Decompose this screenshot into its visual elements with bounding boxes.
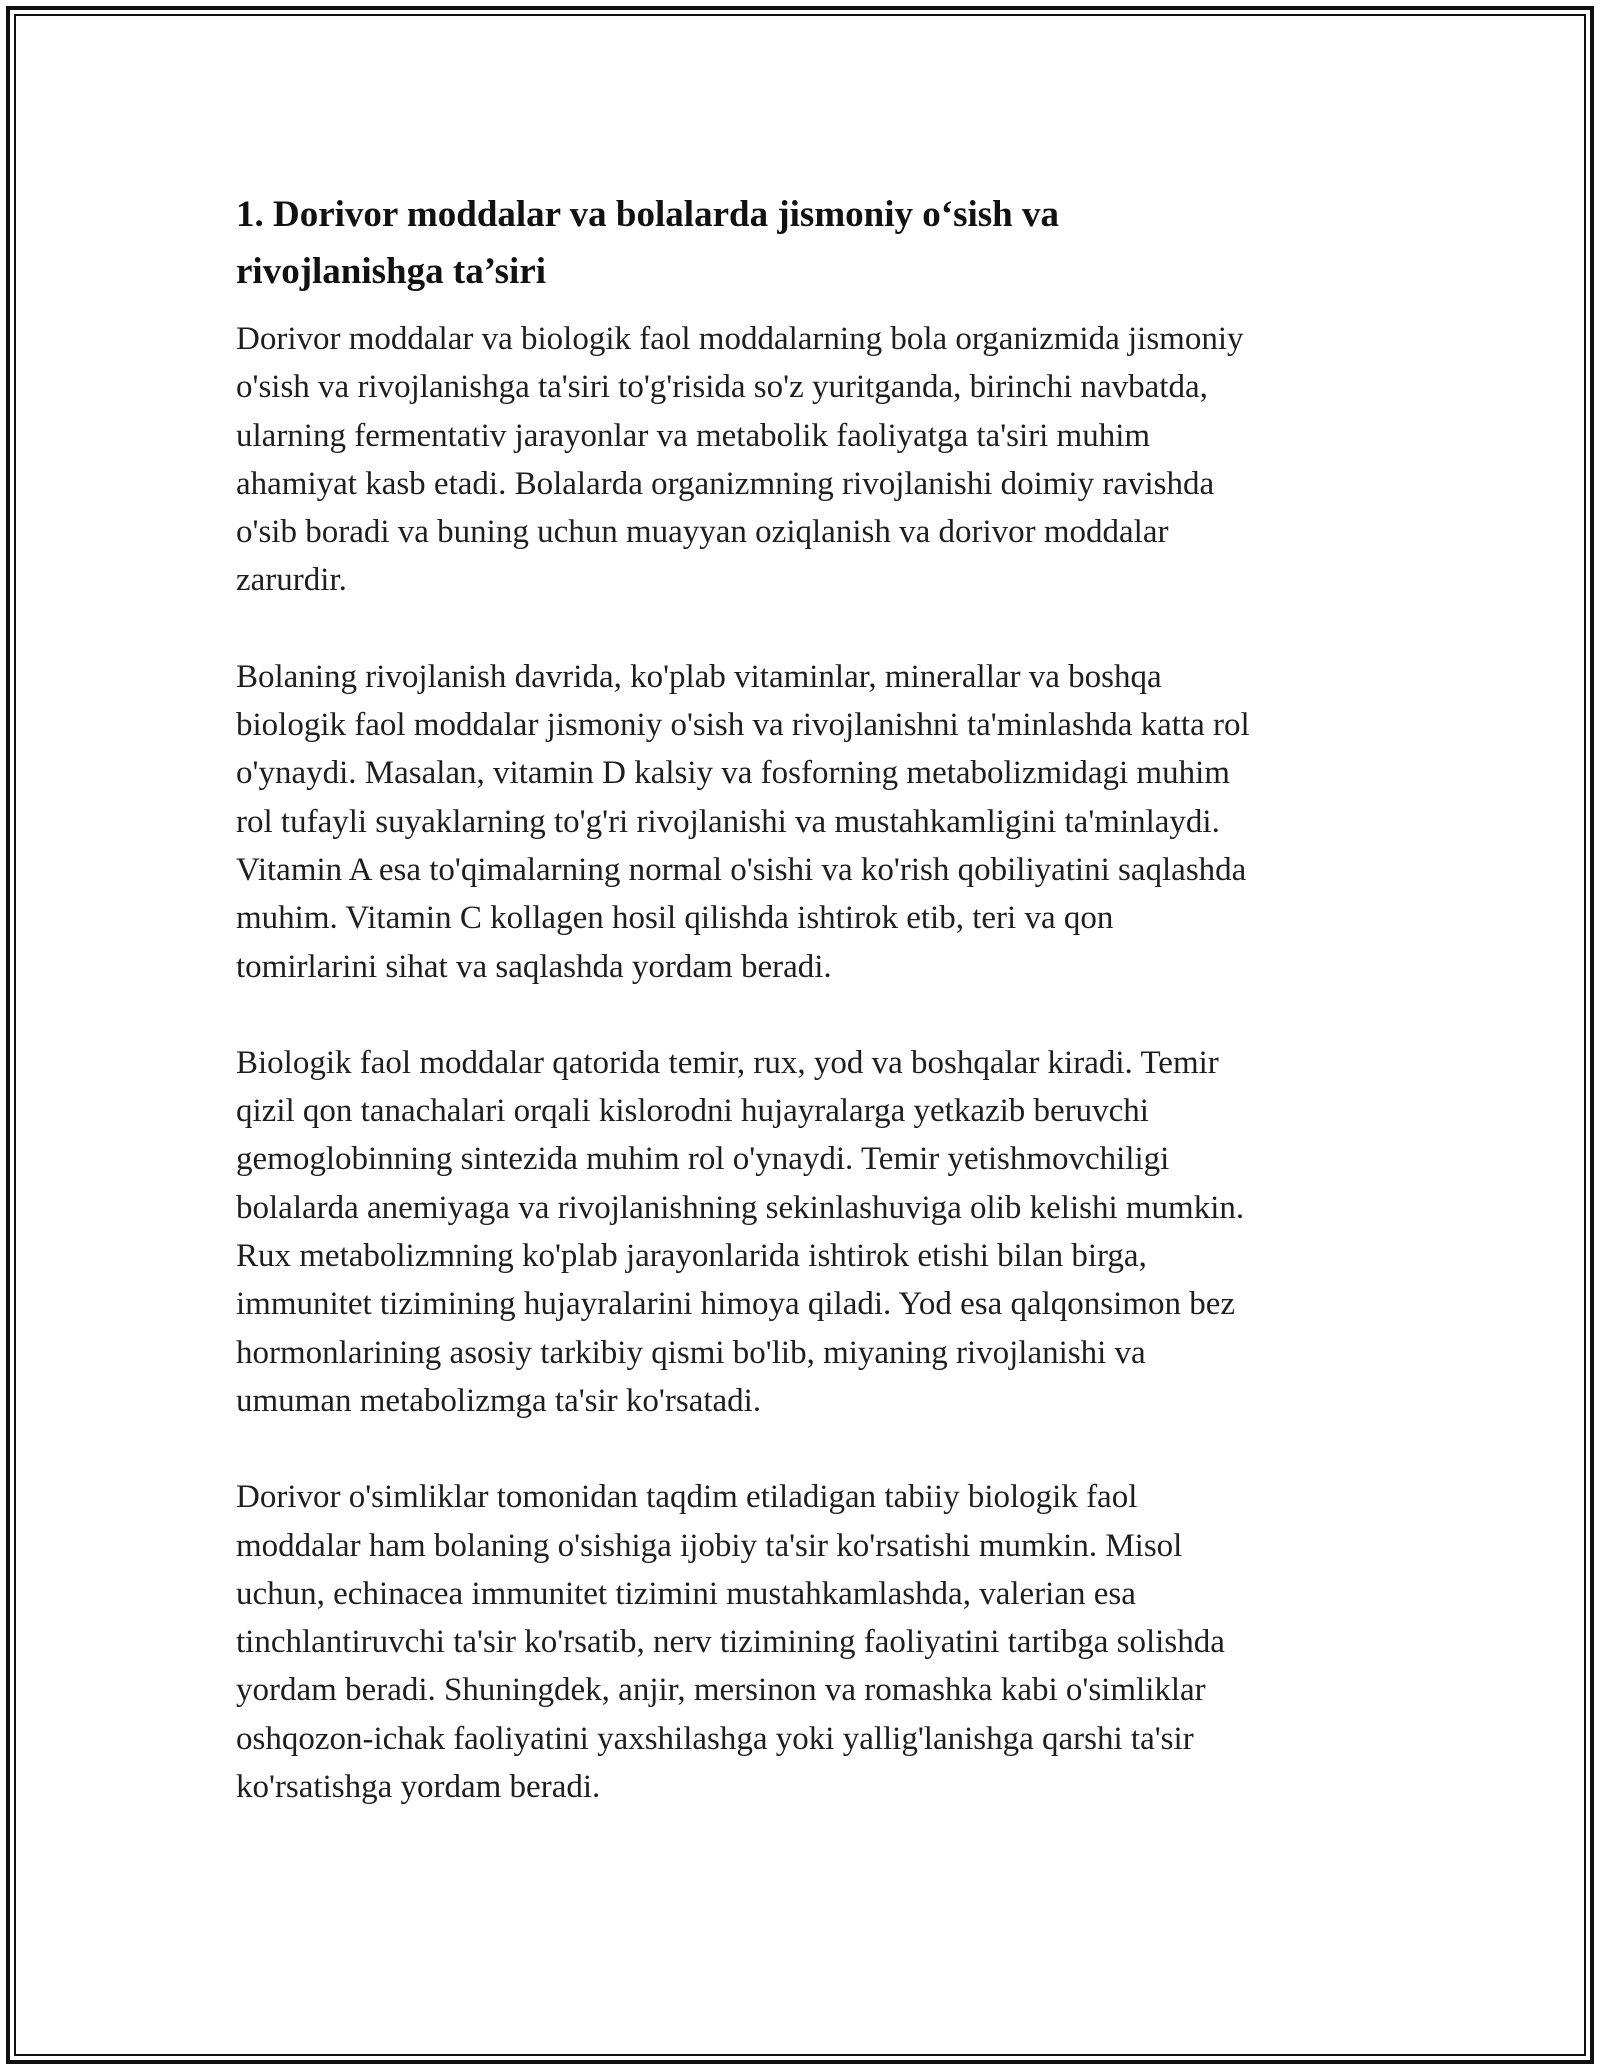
paragraph-line: moddalar ham bolaning o'sishiga ijobiy ta'sir ko'rsatishi mumkin. Misol <box>236 1527 1183 1564</box>
paragraph-line: ularning fermentativ jarayonlar va metabolik faoliyatga ta'siri muhim <box>236 417 1151 454</box>
paragraph-line: hormonlarining asosiy tarkibiy qismi bo'lib, miyaning rivojlanishi va <box>236 1334 1146 1371</box>
section-title-line: rivojlanishga ta’siri <box>236 251 547 292</box>
section-title <box>236 186 1376 300</box>
paragraph-line: umuman metabolizmga ta'sir ko'rsatadi. <box>236 1382 762 1419</box>
paragraph-2 <box>236 653 1376 991</box>
paragraph-line: ko'rsatishga yordam beradi. <box>236 1769 601 1806</box>
paragraph-line: o'ynaydi. Masalan, vitamin D kalsiy va fosforning metabolizmidagi muhim <box>236 755 1230 792</box>
paragraph-line: Dorivor o'simliklar tomonidan taqdim etiladigan tabiiy biologik faol <box>236 1479 1138 1516</box>
paragraph-line: zarurdir. <box>236 562 347 599</box>
paragraph-line: tomirlarini sihat va saqlashda yordam beradi. <box>236 948 832 985</box>
paragraph-line: Rux metabolizmning ko'plab jarayonlarida ishtirok etishi bilan birga, <box>236 1238 1147 1275</box>
paragraph-line: uchun, echinacea immunitet tizimini mustahkamlashda, valerian esa <box>236 1575 1136 1612</box>
paragraph-line: tinchlantiruvchi ta'sir ko'rsatib, nerv tizimining faoliyatini tartibga solishda <box>236 1624 1225 1661</box>
paragraph-line: oshqozon-ichak faoliyatini yaxshilashga yoki yallig'lanishga qarshi ta'sir <box>236 1720 1194 1757</box>
paragraph-line: yordam beradi. Shuningdek, anjir, mersinon va romashka kabi o'simliklar <box>236 1672 1206 1709</box>
paragraph-line: rol tufayli suyaklarning to'g'ri rivojlanishi va mustahkamligini ta'minlaydi. <box>236 803 1220 840</box>
paragraph-line: muhim. Vitamin C kollagen hosil qilishda ishtirok etib, teri va qon <box>236 900 1114 937</box>
paragraph-line: qizil qon tanachalari orqali kislorodni hujayralarga yetkazib beruvchi <box>236 1093 1149 1130</box>
paragraph-line: Bolaning rivojlanish davrida, ko'plab vitaminlar, minerallar va boshqa <box>236 658 1162 695</box>
section-title-line: 1. Dorivor moddalar va bolalarda jismoniy o‘sish va <box>236 194 1059 235</box>
paragraph-line: o'sish va rivojlanishga ta'siri to'g'risida so'z yuritganda, birinchi navbatda, <box>236 369 1208 406</box>
paragraph-line: Dorivor moddalar va biologik faol moddalarning bola organizmida jismoniy <box>236 321 1244 357</box>
paragraph-line: Vitamin A esa to'qimalarning normal o'sishi va ko'rish qobiliyatini saqlashda <box>236 851 1247 888</box>
paragraph-line: gemoglobinning sintezida muhim rol o'ynaydi. Temir yetishmovchiligi <box>236 1141 1170 1178</box>
paragraph-4 <box>236 1473 1376 1811</box>
paragraph-line: ahamiyat kasb etadi. Bolalarda organizmning rivojlanishi doimiy ravishda <box>236 465 1215 502</box>
paragraph-line: o'sib boradi va buning uchun muayyan oziqlanish va dorivor moddalar <box>236 514 1169 551</box>
document-body <box>236 186 1376 1859</box>
paragraph-line: Biologik faol moddalar qatorida temir, rux, yod va boshqalar kiradi. Temir <box>236 1044 1219 1081</box>
paragraph-1 <box>236 315 1376 605</box>
paragraph-line: biologik faol moddalar jismoniy o'sish va rivojlanishni ta'minlashda katta rol <box>236 707 1250 744</box>
paragraph-3 <box>236 1039 1376 1425</box>
paragraph-line: immunitet tizimining hujayralarini himoya qiladi. Yod esa qalqonsimon bez <box>236 1286 1236 1323</box>
paragraph-line: bolalarda anemiyaga va rivojlanishning sekinlashuviga olib kelishi mumkin. <box>236 1189 1245 1226</box>
